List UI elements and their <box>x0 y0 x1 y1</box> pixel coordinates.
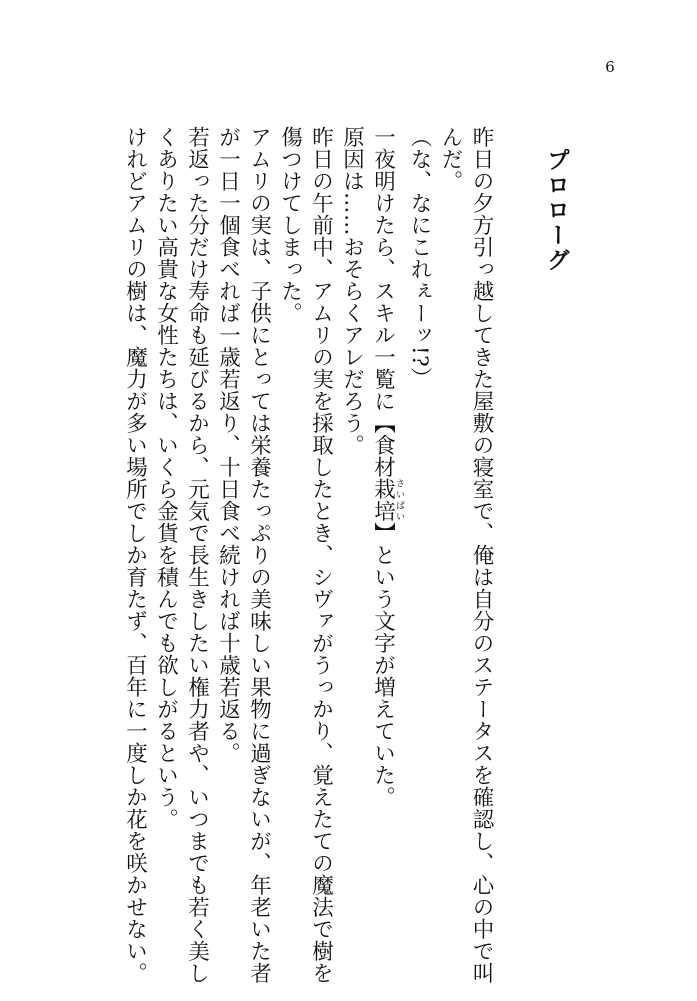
text-line: けれどアムリの樹は、魔力が多い場所でしか育たず、百年に一度しか花を咲かせない。 <box>122 126 148 984</box>
body-text <box>120 126 498 984</box>
text-line-skill <box>368 126 405 946</box>
text-line: 傷つけてしまった。 <box>277 126 303 324</box>
text-line-suffix: という文字が増えていた。 <box>370 544 396 808</box>
bracket-close: 】 <box>370 522 396 544</box>
text-line: が一日一個食べれば一歳若返り、十日食べ続ければ十歳若返る。 <box>215 126 241 764</box>
text-line: （な、なにこれぇーッ!?） <box>407 126 432 390</box>
bracket-open: 【 <box>370 412 396 434</box>
skill-ruby-reading: さいばい <box>394 478 404 522</box>
text-line: くありたい高貴な女性たちは、いくら金貨を積んでも欲しがるという。 <box>153 126 179 830</box>
text-line: 若返った分だけ寿命も延びるから、元気で長生きしたい権力者や、いつまでも若く美し <box>184 126 210 984</box>
text-line: んだ。 <box>438 126 463 192</box>
text-line: アムリの実は、子供にとっては栄養たっぷりの美味しい果物に過ぎないが、年老いた者 <box>246 126 272 984</box>
page-number: 6 <box>605 58 615 76</box>
skill-ruby: 栽培さいばい <box>370 478 404 522</box>
text-line: 昨日の午前中、アムリの実を採取したとき、シヴァがうっかり、覚えたての魔法で樹を <box>308 126 334 984</box>
skill-name: 食材栽培さいばい <box>370 434 404 522</box>
text-line: 昨日の夕方引っ越してきた屋敷の寝室で、俺は自分のステータスを確認し、心の中で叫 <box>469 126 494 984</box>
chapter-title: プロローグ <box>543 148 570 273</box>
text-line: 原因は……おそらくアレだろう。 <box>339 126 365 456</box>
text-line-prefix: 一夜明けたら、スキル一覧に <box>370 126 396 412</box>
